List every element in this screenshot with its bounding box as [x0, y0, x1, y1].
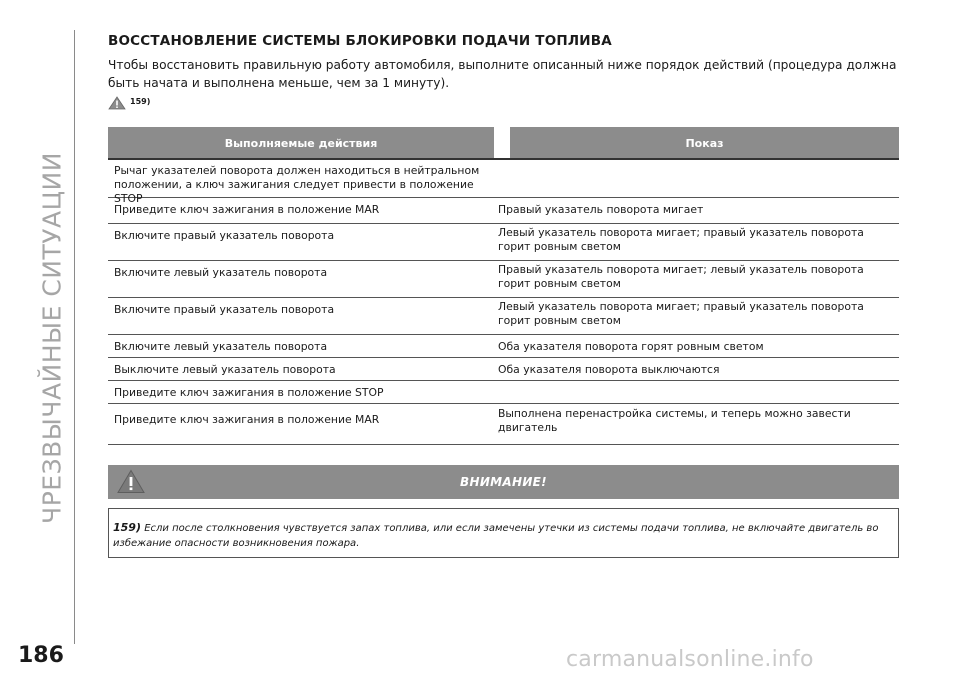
warning-number: 159) — [113, 521, 141, 534]
warning-triangle-icon — [108, 96, 126, 110]
table-row — [108, 198, 899, 224]
cell-action: Приведите ключ зажигания в положение MAR — [114, 413, 380, 426]
cell-action: Включите правый указатель поворота — [114, 229, 335, 242]
cell-display: Левый указатель поворота мигает; правый указатель поворота горит ровным светом — [498, 300, 864, 327]
cell-display: Оба указателя поворота горят ровным светом — [498, 340, 764, 353]
warning-title: ВНИМАНИЕ! — [460, 475, 547, 489]
procedure-table — [108, 127, 899, 445]
chapter-side-title-text: ЧРЕЗВЫЧАЙНЫЕ СИТУАЦИИ — [37, 152, 67, 524]
intro-paragraph: Чтобы восстановить правильную работу автомобиля, выполните описанный ниже порядок действий (процедура должна быть начата и выполнена меньше, чем за 1 минуту). — [108, 58, 897, 90]
warning-text-block — [113, 520, 891, 551]
section-heading: ВОССТАНОВЛЕНИЕ СИСТЕМЫ БЛОКИРОВКИ ПОДАЧИ ТОПЛИВА — [108, 33, 612, 49]
page-number: 186 — [18, 643, 64, 668]
cell-display: Выполнена перенастройка системы, и теперь можно завести двигатель — [498, 407, 851, 434]
cell-action: Выключите левый указатель поворота — [114, 363, 336, 376]
table-row — [108, 298, 899, 335]
cell-display: Левый указатель поворота мигает; правый указатель поворота горит ровным светом — [498, 226, 864, 253]
table-row — [108, 404, 899, 445]
cell-display: Оба указателя поворота выключаются — [498, 363, 720, 376]
table-row — [108, 358, 899, 381]
table-header — [108, 127, 899, 159]
cell-display: Правый указатель поворота мигает; левый указатель поворота горит ровным светом — [498, 263, 864, 290]
table-row — [108, 159, 899, 205]
cell-action: Рычаг указателей поворота должен находиться в нейтральном положении, а ключ зажигания следует привести в положение STOP — [114, 164, 480, 205]
watermark: carmanualsonline.info — [566, 647, 814, 672]
cell-action: Включите левый указатель поворота — [114, 266, 328, 279]
cell-action: Приведите ключ зажигания в положение MAR — [114, 203, 380, 216]
header-display: Показ — [510, 127, 899, 159]
warning-text: Если после столкновения чувствуется запах топлива, или если замечены утечки из системы подачи топлива, не включайте двигатель во избежание опасности возникновения пожара. — [113, 523, 879, 549]
cell-action: Приведите ключ зажигания в положение STOP — [114, 386, 384, 399]
table-row — [108, 224, 899, 261]
table-row — [108, 335, 899, 358]
warning-header — [108, 465, 899, 499]
warning-reference-number: 159) — [130, 97, 151, 106]
warning-box — [108, 508, 899, 558]
cell-action: Включите левый указатель поворота — [114, 340, 328, 353]
side-divider — [74, 30, 75, 644]
header-actions: Выполняемые действия — [108, 127, 494, 159]
cell-display: Правый указатель поворота мигает — [498, 203, 704, 216]
table-row — [108, 261, 899, 298]
cell-action: Включите правый указатель поворота — [114, 303, 335, 316]
table-row — [108, 381, 899, 404]
